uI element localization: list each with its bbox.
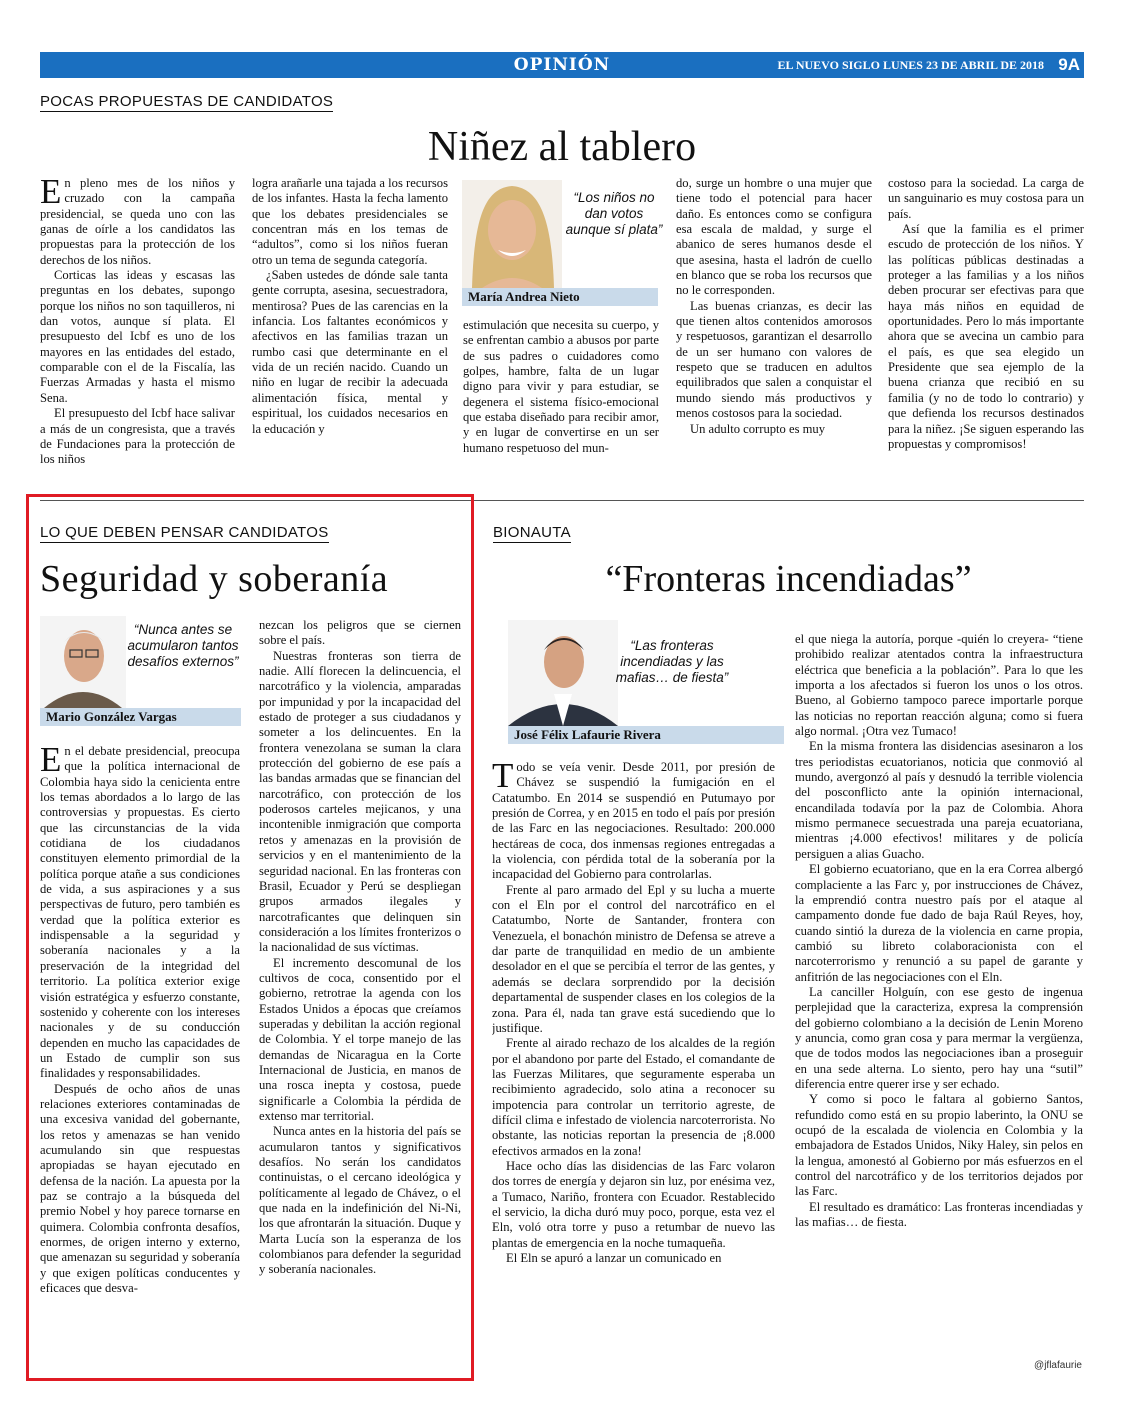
article3-column-2: el que niega la autoría, porque -quién lo creyera- “tiene prohibido realizar atentados contra la infraestructura eléctrica que beneficia a la población”. Para lo que les importa a los afectados si fueron los unos o los otros. Bueno, al Gobierno tampoco parece importarle porque las noticias no reportan reacción alguna; como si fuera algo normal. ¡Otra vez Tumaco! En la misma frontera las disidencias asesinaron a los tres periodistas ecuatorianos, noticia que conmovió al mundo, avergonzó al país y desnudó la terrible violencia del posconflicto ante la opinión internacional, encandilada todavía por la paz de Colombia. Ahora mismo permanece secuestrada una pareja ecuatoriana, mientras ¡4.000 efectivos! militares y de policía persiguen a alias Guacho. El gobierno ecuatoriano, que en la era Correa albergó complaciente a las Farc y, por instrucciones de Chávez, la emprendió contra nuestro país por el ataque al campamento donde fue dado de baja Raúl Reyes, hoy, cuando sintió la dureza de la violencia en carne propia, cambió su libreto colaboracionista con el narcoterrorismo y renunció a su papel de garante y anfitrión de las negociaciones con el Eln. La canciller Holguín, con ese gesto de ingenua perplejidad que la caracteriza, expresa la comprensión del gobierno colombiano a la decisión de Lenin Moreno y anuncia, como gran cosa y para mermar la vergüenza, que de todos modos las negociaciones iban a proseguir en una sede alterna. Lo siento, pero hay una “sutil” diferencia entre querer irse y ser echado. Y como si poco le faltara al gobierno Santos, refundido como está en su propio laberinto, la ONU se ocupó de la escalada de violencia en Colombia y la embajadora de Estados Unidos, Niky Haley, sin pelos en la lengua, amonestó al Gobierno por más esfuerzos en el control del narcotráfico y de los territorios dejados por las Farc. El resultado es dramático: Las fronteras incendiadas y las mafias… de fiesta. [795,632,1083,1230]
section-title: OPINIÓN [513,55,611,75]
article3-title: “Fronteras incendiadas” [605,558,972,600]
article1-column-2: logra arañarle una tajada a los recursos de los infantes. Hasta la fecha lamento que los debates presidenciales se concentran más en los temas de “adultos”, como si los niños fueran otro un tema de segunda categoría. ¿Saben ustedes de dónde sale tanta gente corrupta, asesina, secuestradora, mentirosa? Pues de las carencias en la infancia. Los faltantes económicos y afectivos en las familias trazan un rumbo casi que determinante en el vida de un recién nacido. Cuando un niño en lugar de recibir la adecuada alimentación física, mental y espiritual, los cuidados necesarios en la educación y [252,176,448,436]
page-number: 9A [1058,55,1080,74]
article3-byline: José Félix Lafaurie Rivera [508,726,784,744]
article1-column-5: costoso para la sociedad. La carga de un sanguinario es muy costosa para un país. Así que la familia es el primer escudo de protección de los niños. Y las políticas públicas destinadas a proteger a las familias y a los niños deben procurar ser efectivas para que haya más niños en equidad de oportunidades. Pero lo más importante ahora que se avecina un cambio para el país, es que sea elegido un Presidente que sea ejemplo de la buena crianza que recibió en su familia (y no de todo lo contrario) y que defienda los recursos destinados para la niñez. ¡Se siguen esperando las propuestas y compromisos! [888,176,1084,451]
article2-pull-quote: “Nunca antes se acumularon tantos desafíos externos” [127,622,239,669]
article1-byline: María Andrea Nieto [462,288,658,306]
author-photo-icon [40,616,126,708]
drop-cap: E [40,176,62,211]
author-photo-box [508,620,618,726]
drop-cap: T [492,760,514,795]
article2-kicker: LO QUE DEBEN PENSAR CANDIDATOS [40,524,329,541]
article3-kicker: BIONAUTA [493,524,571,541]
article2-column-1: En el debate presidencial, preocupa que la política internacional de Colombia haya sido la cenicienta entre los temas abordados a lo largo de las controversias y propuestas. Es cierto que las circunstancias de la vida cotidiana de los ciudadanos constituyen elemento primordial de la política porque atañe a sus condiciones de vida, a sus aspiraciones y a sus perspectivas de futuro, pero también es verdad que la política exterior es indispensable a la seguridad y soberanía nacionales y a la preservación de la integridad del territorio. La política exterior exige visión estratégica y esfuerzo constante, sostenido y coherente con los intereses nacionales y de su conducción dependen en mucho las capacidades de un Estado de cumplir son sus finalidades y responsabilidades. Después de ocho años de unas relaciones exteriores contaminadas de una excesiva vanidad del gobernante, los retos y amenazas se han venido acumulando sin que respuestas apropiadas se hayan ejecutado en defensa de la nación. La apuesta por la paz se contrajo a la búsqueda del premio Nobel y hoy parece tornarse en quimera. Colombia confronta desafíos, enormes, de origen interno y externo, que amenazan su seguridad y soberanía y que exigen políticas conducentes y eficaces que desva- [40,744,240,1296]
article2-column-2: nezcan los peligros que se ciernen sobre el país. Nuestras fronteras son tierra de nadie. Allí florecen la delincuencia, el narcotráfico y la violencia, amparadas por impunidad y por la incapacidad del estado de proteger a sus ciudadanos y someter a los delincuentes. En la frontera venezolana se suman la clara protección del gobierno de ese país a las bandas armadas que se financian del narcotráfico, con protección de los poderosos carteles mejicanos, y una incontenible inmigración que comporta retos y amenazas en la provisión de servicios y en el mantenimiento de la seguridad nacional. En las fronteras con Brasil, Ecuador y Perú se despliegan grupos armados ilegales y narcotraficantes que delinquen sin consideración a los límites fronterizos o la nacionalidad de sus víctimas. El incremento descomunal de los cultivos de coca, consentido por el gobierno, retrotrae la agenda con los Estados Unidos a épocas que creíamos superadas y debilitan la acción regional de Colombia. Y el torpe manejo de las demandas de Nicaragua en la Corte Internacional de Justicia, en manos de una rosca inepta y costosa, puede significarle a Colombia la pérdida de extenso mar territorial. Nunca antes en la historia del país se acumularon tantos y significativos desafíos. No serán los candidatos continuistas, o el cercano ideológica y políticamente al legado de Chávez, o el que nada en la indefinición del Ni-Ni, los que afrontarán la situación. Duque y Marta Lucía son la esperanza de los colombianos para defender la seguridad y soberanía nacionales. [259,618,461,1277]
masthead-date: EL NUEVO SIGLO LUNES 23 DE ABRIL DE 2018 [777,58,1044,72]
article1-column-4: do, surge un hombre o una mujer que tiene todo el potencial para hacer daño. Es entonces como se configura esa escala de maldad, y surge el abanico de seres humanos desde el que asesina, hasta el ladrón de cuello en blanco que se roba los recursos que no le corresponden. Las buenas crianzas, es decir las que tienen altos contenidos amorosos y respetuosos, garantizan el desarrollo de un ser humano con valores de respeto que se traducen en adultos equilibrados que salen a conquistar el mundo siendo más productivos y menos costosos para la sociedad. Un adulto corrupto es muy [676,176,872,436]
article2-byline: Mario González Vargas [40,708,241,726]
article1-column-1: En pleno mes de los niños y cruzado con la campaña presidencial, se queda uno con las ganas de oírle a los candidatos las propuestas para la protección de los derechos de los niños. Corticas las ideas y escasas las preguntas en los debates, supongo porque los niños no son taquilleros, ni dan votos, aunque sí plata. El presupuesto del Icbf es uno de los mayores en las entidades del estado, comparable con el de la Fiscalía, las Fuerzas Armadas y hasta el mismo Sena. El presupuesto del Icbf hace salivar a más de un congresista, que a través de Fundaciones para la protección de los niños [40,176,235,467]
author-social-handle: @jflafaurie [1034,1360,1082,1371]
article1-kicker: POCAS PROPUESTAS DE CANDIDATOS [40,93,334,110]
drop-cap: E [40,744,62,779]
article1-pull-quote: “Los niños no dan votos aunque sí plata” [565,190,663,237]
article1-title: Niñez al tablero [427,124,697,170]
author-photo-icon [462,180,562,288]
article1-column-3: estimulación que necesita su cuerpo, y se enfrentan cambio a abusos por parte de sus padres o cuidadores como golpes, hambre, falta de un lugar digno para vivir y para estudiar, se degenera el sistema físico-emocional que estaba diseñado para recibir amor, y en lugar de convertirse en un ser humano respetuoso del mun- [463,318,659,455]
article3-pull-quote: “Las fronteras incendiadas y las mafias… de fiesta” [615,638,729,685]
article2-title: Seguridad y soberanía [40,558,389,600]
author-photo-box [40,616,126,708]
author-photo-icon [508,620,618,726]
article3-column-1: Todo se veía venir. Desde 2011, por presión de Chávez se suspendió la fumigación en el Catatumbo. En 2014 se suspendió en Putumayo por presión de Correa, y en 2015 en todo el país por presión de las Farc en las negociaciones. Resultado: 200.000 hectáreas de coca, dos inmensas regiones entregadas a la violencia, con pérdida total de la soberanía por la incapacidad del Gobierno para controlarlas. Frente al paro armado del Epl y su lucha a muerte con el Eln por el control del narcotráfico en el Catatumbo, Norte de Santander, frontera con Venezuela, el bonachón ministro de Defensa se atreve a dar parte de tranquilidad en medio de un ambiente desolador en el que se percibía el terror de las gentes, y además se declara sorprendido por la decisión departamental de suspender clases en los colegios de la zona. Para él, nada tan grave está sucediendo que lo justifique. Frente al airado rechazo de los alcaldes de la región por el abandono por parte del Estado, el comandante de las Fuerzas Militares, que seguramente esperaba un recibimiento agradecido, solo atina a reconocer su impotencia para controlar un territorio agreste, de difícil clima e infestado de violencia narcoterrorista. No obstante, las noticias reportan la presencia de ¡8.000 efectivos armados en la zona! Hace ocho días las disidencias de las Farc volaron dos torres de energía y dejaron sin luz, por enésima vez, a Tumaco, Nariño, frontera con Ecuador. Restablecido el servicio, la dicha duró muy poco, porque, esta vez el Eln, voló otra torre y puso a retumbar de nuevo las plantas de emergencia en la noche tumaqueña. El Eln se apuró a lanzar un comunicado en [492,760,775,1265]
